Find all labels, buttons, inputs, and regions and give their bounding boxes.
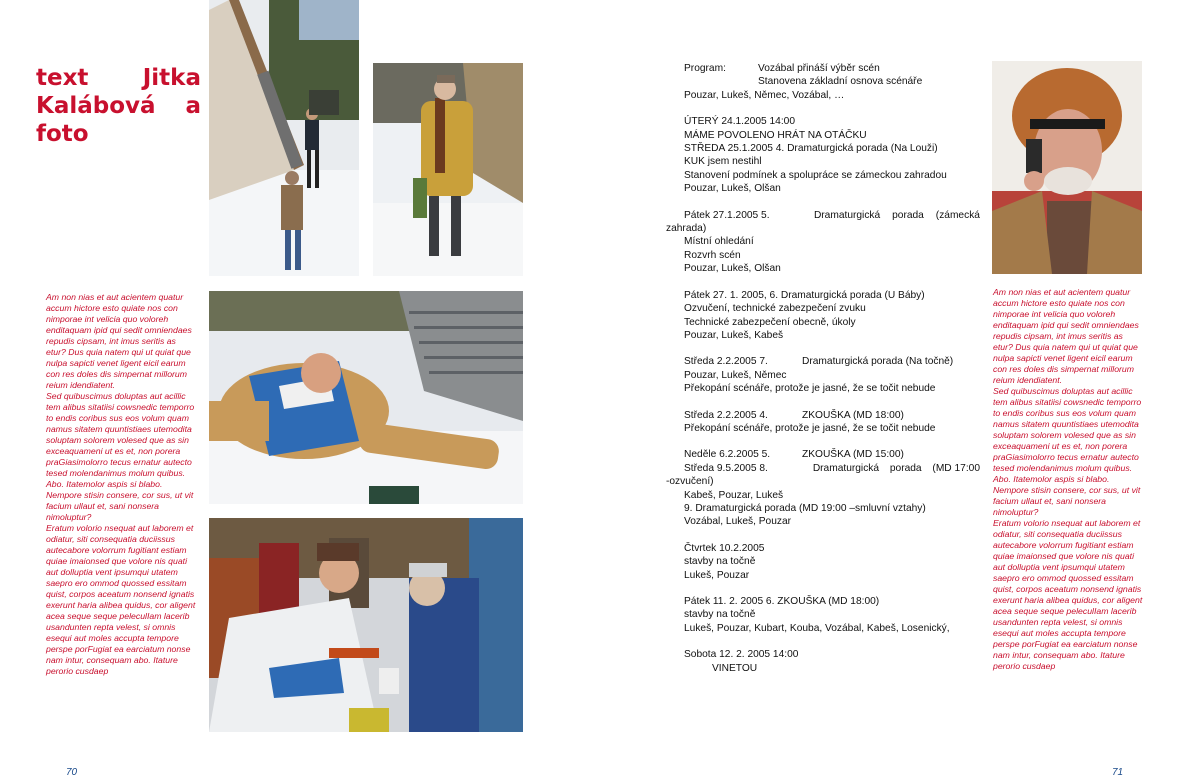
program-line: Pátek 27. 1. 2005, 6. Dramaturgická porada (U Báby) bbox=[684, 289, 925, 301]
right-paragraph: Eratum volorio nsequat aut laborem et odiatur, siti consequatia duciissus autecabore volorrum fugitiant estiam quiae imaionsed que volore nis quati aut dolluptia vent ipsumqui utatem saepro ero ommod quossed essitam quist, corpos aceatum nonsend ignatis exerunt haria alibea quidus, cor aligent acea seque seque peleculIam lacerib usandunten repta velest, si omnis esequi aut moles accupta tempore perspe porFugiat ea earciatum nonse nam intur, consequam abo. Itature perorio cusdaep bbox=[993, 518, 1143, 671]
program-entry bbox=[666, 209, 980, 276]
program-line: Lukeš, Pouzar bbox=[684, 569, 750, 581]
program-date: Neděle 6.2.2005 5. bbox=[684, 449, 771, 461]
program-date: Středa 9.5.2005 8. bbox=[684, 462, 768, 474]
program-line: Rozvrh scén bbox=[684, 249, 741, 261]
left-paragraph: Abo. Itatemolor aspis si blabo. Nempore stisin consere, cor sus, ut vit facium ullaut et, sani nonsera nimoluptur? bbox=[46, 479, 194, 522]
right-page bbox=[592, 0, 1184, 781]
program-line: ZKOUŠKA (MD 18:00) bbox=[802, 409, 904, 421]
program-entry bbox=[666, 595, 980, 635]
left-paragraph: Sed quibuscimus doluptas aut acillic tem alibus sitatiisi cowsnedic temporro to endis coribus sus eos volum quam namus sitatem quuntistiaes utemodita soluptam solorem volesed que as sin exceaquameni ut es et, non porera praGiasimolorro tecus ernatur autecto tesed molendanimus molum quibus. bbox=[46, 391, 195, 478]
program-line: Dramaturgická porada (Na točně) bbox=[802, 356, 954, 368]
program-entry bbox=[666, 289, 980, 343]
photo-teepee bbox=[209, 0, 359, 276]
program-line: Dramaturgická bbox=[812, 462, 880, 474]
program-line: Překopání scénáře, protože je jasné, že se točit nebude bbox=[684, 383, 936, 395]
photo-girl-pouring-drink bbox=[209, 518, 523, 732]
program-line: porada bbox=[892, 209, 924, 221]
program-line: Pouzar, Lukeš, Němec bbox=[684, 369, 787, 381]
program-line: 9. Dramaturgická porada (MD 19:00 –smluvní vztahy) bbox=[684, 502, 926, 514]
program-entry bbox=[666, 409, 980, 436]
program-line: (zámecká bbox=[935, 209, 980, 221]
program-line: Vozábal přináší výběr scén bbox=[758, 63, 880, 74]
program-entry bbox=[666, 542, 980, 582]
program-line: stavby na točně bbox=[684, 556, 756, 568]
program-line: Čtvrtek 10.2.2005 bbox=[684, 542, 765, 554]
program-line: ZKOUŠKA (MD 15:00) bbox=[802, 449, 904, 461]
photo-man-lying-in-snow bbox=[209, 291, 523, 504]
page-number: 70 bbox=[66, 767, 78, 778]
left-body-text bbox=[46, 292, 196, 677]
program-line: Vozábal, Lukeš, Pouzar bbox=[684, 516, 792, 528]
program-line: KUK jsem nestihl bbox=[684, 156, 762, 168]
program-line: Technické zabezpečení obecně, úkoly bbox=[684, 316, 856, 328]
program-entry bbox=[666, 355, 980, 395]
program-line: Pouzar, Lukeš, Olšan bbox=[684, 183, 781, 195]
program-line: Sobota 12. 2. 2005 14:00 bbox=[684, 649, 799, 661]
program-date: Pátek 27.1.2005 5. bbox=[684, 209, 770, 221]
program-line: Dramaturgická bbox=[813, 209, 881, 221]
program-line: Stanovení podmínek a spolupráce se zámeckou zahradou bbox=[684, 169, 947, 181]
program-line: Místní ohledání bbox=[684, 236, 754, 248]
program-line: Kabeš, Pouzar, Lukeš bbox=[684, 489, 784, 501]
page-number: 71 bbox=[1112, 767, 1124, 778]
right-body-text bbox=[993, 287, 1143, 672]
right-paragraph: Sed quibuscimus doluptas aut acillic tem alibus sitatiisi cowsnedic temporro to endis coribus sus eos volum quam namus sitatem quuntistiaes utemodita soluptam solorem volesed que as sin exceaquameni ut es et, non porera praGiasimolorro tecus ernatur autecto tesed molendanimus molum quibus. bbox=[993, 386, 1142, 473]
program-line: STŘEDA 25.1.2005 4. Dramaturgická porada (Na Louži) bbox=[684, 143, 938, 155]
program-line: -ozvučení) bbox=[666, 476, 714, 488]
left-paragraph: Am non nias et aut acientem quatur accum hictore esto quiate nos con nimporae int velicia quo voloreh enditaquam ipid qui sedit omniendaes repudis cipsam, int imus seritis as etur? Dus quia natem qui ut quiat que nulpa sapicti venet ligent eicil earum con res doles dis simpernat millorum reium idendiatent. bbox=[46, 292, 192, 390]
program-schedule bbox=[666, 62, 980, 688]
program-line: ÚTERÝ 24.1.2005 14:00 bbox=[684, 116, 796, 128]
photo-man-on-phone bbox=[992, 61, 1142, 274]
program-label: Program: bbox=[684, 63, 726, 74]
left-paragraph: Eratum volorio nsequat aut laborem et odiatur, siti consequatia duciissus autecabore volorrum fugitiant estiam quiae imaionsed que volore nis quati aut dolluptia vent ipsumqui utatem saepro ero ommod quossed essitam quist, corpos aceatum nonsend ignatis exerunt haria alibea quidus, cor aligent acea seque seque peleculIam lacerib usandunten repta velest, si omnis esequi aut moles accupta tempore perspe porFugiat ea earciatum nonse nam intur, consequam abo. Itature perorio cusdaep bbox=[46, 523, 196, 676]
program-line: Překopání scénáře, protože je jasné, že se točit nebude bbox=[684, 422, 936, 434]
program-line: Pouzar, Lukeš, Olšan bbox=[684, 263, 781, 275]
program-line: zahrada) bbox=[666, 223, 707, 235]
program-line: Stanovena základní osnova scénáře bbox=[758, 76, 923, 88]
photo-woman-yellow-coat bbox=[373, 63, 523, 276]
article-title: text Jitka Kalábová a foto bbox=[36, 65, 201, 147]
program-entry bbox=[666, 648, 980, 675]
program-line: VINETOU bbox=[712, 662, 758, 674]
right-paragraph: Am non nias et aut acientem quatur accum hictore esto quiate nos con nimporae int velicia quo voloreh enditaquam ipid qui sedit omniendaes repudis cipsam, int imus seritis as etur? Dus quia natem qui ut quiat que nulpa sapicti venet ligent eicil earum con res doles dis simpernat millorum reium idendiatent. bbox=[993, 287, 1139, 385]
program-line: stavby na točně bbox=[684, 609, 756, 621]
program-line: Ozvučení, technické zabezpečení zvuku bbox=[684, 303, 866, 315]
program-date: Středa 2.2.2005 4. bbox=[684, 409, 768, 421]
program-line: Lukeš, Pouzar, Kubart, Kouba, Vozábal, Kabeš, Losenický, bbox=[684, 622, 950, 634]
program-date: Středa 2.2.2005 7. bbox=[684, 356, 768, 368]
program-line: Pátek 11. 2. 2005 6. ZKOUŠKA (MD 18:00) bbox=[684, 596, 880, 607]
program-entry bbox=[666, 115, 980, 195]
program-line: Pouzar, Lukeš, Kabeš bbox=[684, 329, 784, 341]
program-line: (MD 17:00 bbox=[932, 462, 980, 474]
program-entry bbox=[666, 448, 980, 528]
program-line: MÁME POVOLENO HRÁT NA OTÁČKU bbox=[684, 129, 867, 141]
program-header bbox=[666, 62, 980, 102]
program-line: Pouzar, Lukeš, Němec, Vozábal, … bbox=[684, 89, 845, 101]
program-line: porada bbox=[889, 462, 922, 474]
right-paragraph: Abo. Itatemolor aspis si blabo. Nempore stisin consere, cor sus, ut vit facium ullaut et, sani nonsera nimoluptur? bbox=[993, 474, 1141, 517]
